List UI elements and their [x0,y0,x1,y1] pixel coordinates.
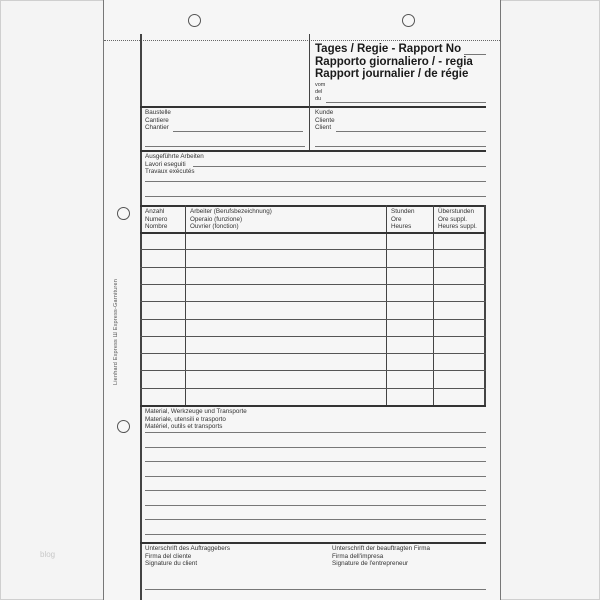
work-field-3[interactable] [145,196,486,197]
site-client-divider [309,106,310,151]
site-bottom-rule [140,150,486,152]
material-line[interactable] [145,505,486,506]
side-imprint: Lienhard Express Ш Express-Garnituren [113,279,119,385]
form-left-border [140,34,142,600]
work-field-2[interactable] [145,181,486,182]
table-col-divider-3 [433,205,434,405]
report-number-field[interactable] [464,54,486,55]
table-row[interactable] [140,319,486,320]
table-header-hours: Stunden Ore Heures [391,208,415,231]
punch-hole-top-left [188,14,201,27]
site-field[interactable] [173,131,303,132]
table-right-border [484,205,486,405]
material-line[interactable] [145,519,486,520]
table-header-overtime: Überstunden Ore suppl. Heures suppl. [438,208,477,231]
perforation-line [104,40,500,41]
table-row[interactable] [140,370,486,371]
table-header-worker: Arbeiter (Berufsbezeichnung) Operaio (funzione) Ouvrier (fonction) [190,208,272,231]
material-line[interactable] [145,476,486,477]
signature-top-rule [140,542,486,544]
table-col-divider-1 [185,205,186,405]
table-row[interactable] [140,388,486,389]
material-labels: Material, Werkzeuge und Transporte Materiale, utensili e trasporto Matériel, outils et transports [145,408,247,431]
table-header-count: Anzahl Numero Nombre [145,208,168,231]
site-field-2[interactable] [145,146,305,147]
punch-hole-left-upper [117,207,130,220]
header-bottom-rule [140,106,486,108]
client-field[interactable] [336,131,486,132]
header-divider [309,34,310,106]
table-row[interactable] [140,353,486,354]
work-field-1[interactable] [193,166,486,167]
table-header-rule [140,232,486,234]
client-labels: Kunde Cliente Client [315,109,335,132]
signature-contractor-labels: Unterschrift der beauftragten Firma Firma dell'impresa Signature de l'entrepreneur [332,545,430,568]
material-line[interactable] [145,534,486,535]
punch-hole-top-right [402,14,415,27]
form-sheet [103,0,501,600]
table-row[interactable] [140,284,486,285]
table-row[interactable] [140,249,486,250]
material-line[interactable] [145,432,486,433]
table-row[interactable] [140,267,486,268]
work-labels: Ausgeführte Arbeiten Lavori eseguiti Travaux exécutés [145,153,204,176]
table-row[interactable] [140,301,486,302]
material-line[interactable] [145,447,486,448]
site-labels: Baustelle Cantiere Chantier [145,109,171,132]
client-field-2[interactable] [315,146,486,147]
material-line[interactable] [145,490,486,491]
signature-client-labels: Unterschrift des Auftraggebers Firma del cliente Signature du client [145,545,231,568]
punch-hole-left-lower [117,420,130,433]
date-field[interactable] [326,102,486,103]
table-row[interactable] [140,336,486,337]
material-line[interactable] [145,461,486,462]
form-title: Tages / Regie - Rapport No Rapporto giornaliero / - regia Rapport journalier / de régie [315,43,473,80]
signature-field[interactable] [145,589,486,590]
date-labels: vom del du [315,82,326,102]
watermark: blog [40,550,56,559]
table-col-divider-2 [386,205,387,405]
table-bottom-rule [140,405,486,407]
table-top-rule [140,205,486,207]
